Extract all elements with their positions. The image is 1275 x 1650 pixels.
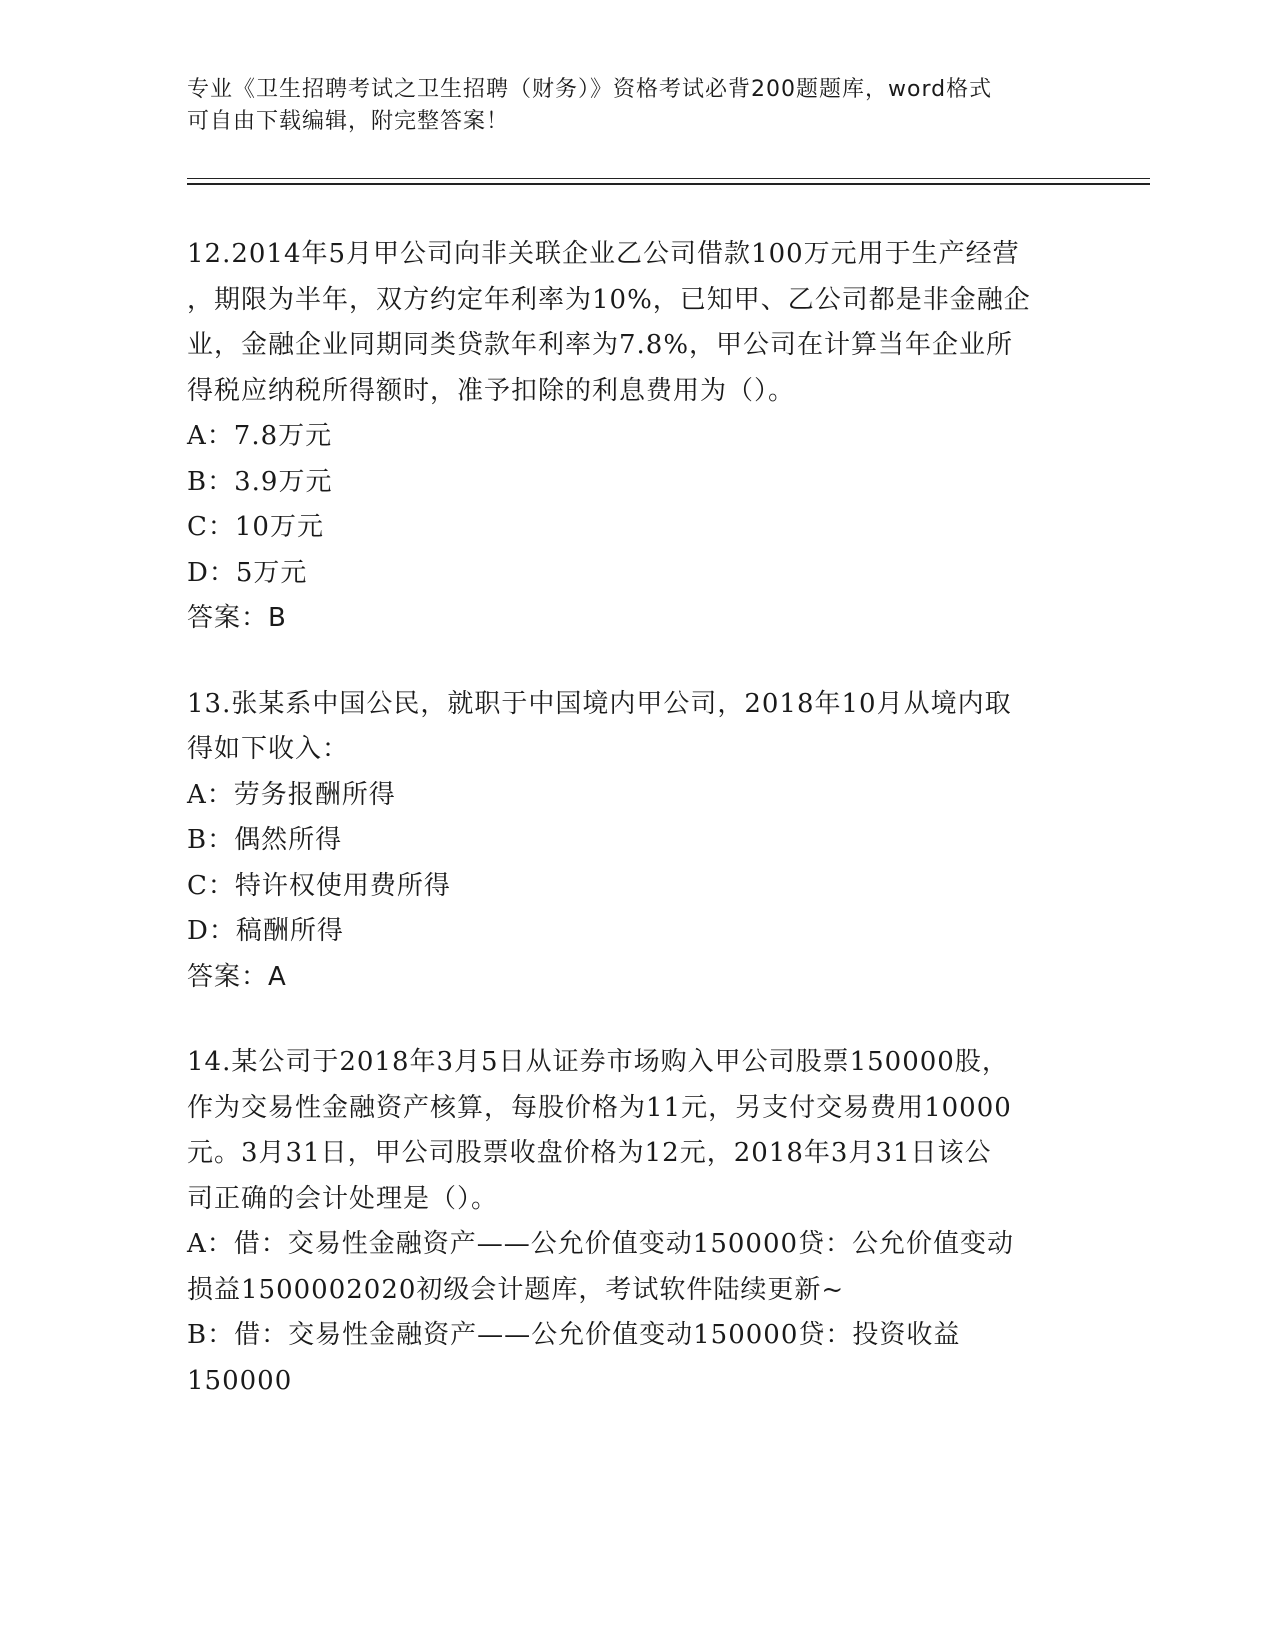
answer-label: 答案：A bbox=[187, 961, 287, 992]
option-b: B：偶然所得 bbox=[187, 825, 343, 855]
question-12 bbox=[187, 232, 1087, 642]
option-c: C：特许权使用费所得 bbox=[187, 870, 451, 901]
option-d: D：稿酬所得 bbox=[187, 916, 344, 946]
option-a-continued: 损益1500002020初级会计题库，考试软件陆续更新~ bbox=[187, 1274, 845, 1305]
option-d: D：5万元 bbox=[187, 557, 308, 588]
option-b-continued: 150000 bbox=[187, 1365, 293, 1396]
option-c: C：10万元 bbox=[187, 512, 324, 542]
option-a: A：借：交易性金融资产——公允价值变动150000贷：公允价值变动 bbox=[187, 1229, 1015, 1259]
header-title-line-2: 可自由下载编辑，附完整答案！ bbox=[187, 109, 510, 134]
header-divider-thick bbox=[187, 183, 1150, 185]
answer-label: 答案：B bbox=[187, 603, 287, 633]
header-title-line-1: 专业《卫生招聘考试之卫生招聘（财务）》资格考试必背200题题库，word格式 bbox=[187, 77, 993, 102]
document-header bbox=[187, 74, 1067, 138]
header-divider-thin bbox=[187, 178, 1150, 179]
question-14 bbox=[187, 1040, 1087, 1404]
question-text-line: 元。3月31日，甲公司股票收盘价格为12元，2018年3月31日该公 bbox=[187, 1138, 992, 1168]
question-text-line: 13.张某系中国公民，就职于中国境内甲公司，2018年10月从境内取 bbox=[187, 688, 1012, 719]
question-text-line: 得税应纳税所得额时，准予扣除的利息费用为（）。 bbox=[187, 375, 796, 406]
question-text-line: 司正确的会计处理是（）。 bbox=[187, 1183, 499, 1214]
question-list bbox=[187, 232, 1087, 1444]
option-a: A：7.8万元 bbox=[187, 421, 333, 451]
option-b: B：借：交易性金融资产——公允价值变动150000贷：投资收益 bbox=[187, 1320, 961, 1350]
question-text-line: 作为交易性金融资产核算，每股价格为11元，另支付交易费用10000 bbox=[187, 1092, 1012, 1123]
question-text-line: 业，金融企业同期同类贷款年利率为7.8%，甲公司在计算当年企业所 bbox=[187, 330, 1014, 360]
question-13 bbox=[187, 682, 1087, 1001]
option-b: B：3.9万元 bbox=[187, 466, 333, 497]
question-text-line: ，期限为半年，双方约定年利率为10%，已知甲、乙公司都是非金融企 bbox=[187, 284, 1031, 315]
question-text-line: 得如下收入： bbox=[187, 734, 350, 764]
question-text-line: 14.某公司于2018年3月5日从证券市场购入甲公司股票150000股， bbox=[187, 1047, 1009, 1077]
question-text-line: 12.2014年5月甲公司向非关联企业乙公司借款100万元用于生产经营 bbox=[187, 239, 1020, 269]
option-a: A：劳务报酬所得 bbox=[187, 779, 396, 810]
